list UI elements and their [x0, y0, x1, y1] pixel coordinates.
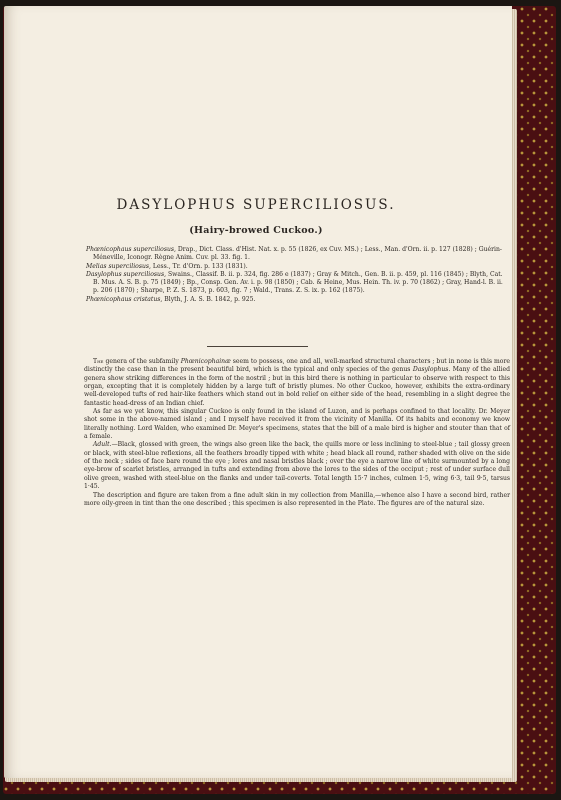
synonym-citation: Swains., Classif. B. ii. p. 324, fig. 286 e (1837) ; Gray & Mitch., Gen. B. ii. p. 459, pl. 116 (1845) ; Blyth, Cat. B. Mus. A. S. B. p. 75 (1849) ; Bp., Consp. Gen. Av. i. p. 98 (1850) ; Cab. & Heine, Mus. Hein. Th. iv. p. 70 (1862) ; Gray, Hand-l. B. ii. p. 206 (1870) ; Sharpe, P. Z. S. 1873, p. 603, fig. 7 ; Wald., Trans. Z. S. ix. p. 162 (1875). [93, 270, 503, 295]
synonym-name: Dasylophus superciliosus, [86, 270, 167, 278]
lead-word: The [93, 358, 104, 365]
paragraph-figure-note: The description and figure are taken from a fine adult skin in my collection from Manilla,—whence also I have a second bird, rather more oily-green in tint than the one described ; this specimen is also represented in the Plate. The figures are of the natural size. [84, 491, 510, 507]
paragraph-distribution: As far as we yet know, this singular Cuckoo is only found in the island of Luzon, and is perhaps confined to that locality. Dr. Meyer shot some in the above-named island ; and I myself have received it from the vicinity of Manilla. Of its habits and economy we know literally nothing. Lord Walden, who examined Dr. Meyer's specimens, states that the bill of a male bird is higher and stouter than that of a female. [84, 408, 510, 441]
page-subtitle: (Hairy-browed Cuckoo.) [189, 225, 323, 236]
synonymy-entry [86, 271, 504, 296]
subfamily-name: Phœnicophainæ [180, 358, 231, 365]
page-title: DASYLOPHUS SUPERCILIOSUS. [116, 197, 396, 213]
synonym-name: Phœnicophaus cristatus, [86, 295, 163, 303]
synonymy-entry [86, 246, 504, 263]
paragraph-genus [84, 358, 510, 408]
genus-name: Dasylophus [412, 366, 449, 374]
synonymy-entry [86, 263, 504, 271]
synonym-citation: Less., Tr. d'Orn. p. 133 (1831). [150, 262, 248, 270]
synonym-citation: Blyth, J. A. S. B. 1842, p. 925. [162, 295, 256, 303]
paragraph-text: —Black, glossed with green, the wings also green like the back, the quills more or less inclining to steel-blue ; tail glossy green or black, with steel-blue reflexions, all the feathers broadly tipped with white ; head black all round, rather shaded with olive on the side of the neck ; sides of face bare round the eye ; lores and nasal bristles black ; over the eye a narrow line of white surmounted by a long eye-brow of scarlet bristles, arranged in tufts and extending from above the lores to the sides of the occiput ; rest of under surface dull olive green, washed with steel-blue on the flanks and under tail-coverts. Total length 15·7 inches, culmen 1·5, wing 6·3, tail 9·5, tarsus 1·45. [84, 441, 510, 491]
section-divider [207, 346, 308, 347]
adult-label: Adult. [93, 441, 112, 449]
synonym-name: Melias superciliosus, [86, 262, 151, 270]
synonymy-list [86, 246, 504, 304]
synonymy-entry [86, 296, 504, 304]
body-text [84, 358, 510, 508]
paragraph-text: genera of the subfamily [103, 358, 181, 365]
paragraph-text: . Many of the allied genera show striking differences in the form of the nostril ; but in this bird there is nothing in particular to observe with respect to this organ, excepting that it is completely hidden by a large tuft of bristly plumes. No other Cuckoo, however, exhibits the extra-ordinary well-developed tufts of red hair-like feathers which stand out in bold relief on either side of the head, resembling in a slight degree the fantastic head-dress of an Indian chief. [84, 366, 510, 407]
paragraph-description [84, 441, 510, 491]
synonym-name: Phœnicophaus superciliosus, [86, 246, 176, 253]
book-page [4, 6, 512, 778]
synonym-citation: Drap., Dict. Class. d'Hist. Nat. x. p. 55 (1826, ex Cuv. MS.) ; Less., Man. d'Orn. ii. p. 127 (1828) ; Guérin-Méneville, Iconogr. Règne Anim. Cuv. pl. 33. fig. 1. [93, 246, 502, 262]
paragraph-text: seem to possess, one and all, well-marked structural characters ; but in none is this more distinctly the case than in the present beautiful bird, which is the typical and only species of the genus [84, 358, 510, 374]
